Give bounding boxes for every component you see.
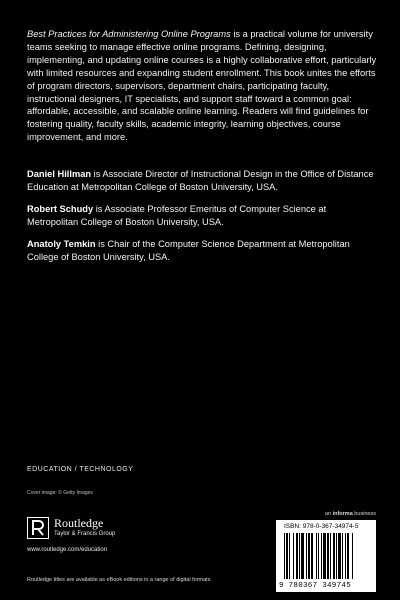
subject-category: EDUCATION / TECHNOLOGY (27, 466, 134, 473)
cover-credit: Cover image: © Getty Images (27, 490, 93, 496)
barcode (276, 520, 376, 592)
author-bio-text: is Associate Professor Emeritus of Computer Science at Metropolitan College of Boston University, USA. (27, 204, 327, 227)
publisher-website[interactable]: www.routledge.com/education (27, 547, 108, 553)
author-bio (27, 203, 377, 229)
barcode-digits: 9 780367 349745 (279, 582, 352, 590)
author-bio (27, 168, 377, 194)
publisher-group: Taylor & Francis Group (54, 531, 116, 537)
author-bio (27, 238, 377, 264)
author-bio-text: is Associate Director of Instructional Design in the Office of Distance Education at Metropolitan College of Boston University, USA. (27, 169, 374, 192)
author-name: Daniel Hillman (27, 169, 92, 179)
author-bio-text: is Chair of the Computer Science Department at Metropolitan College of Boston University, USA. (27, 239, 350, 262)
book-description (27, 28, 377, 144)
publisher-name: Routledge (54, 516, 104, 530)
book-title: Best Practices for Administering Online Programs (27, 29, 231, 39)
description-text: is a practical volume for university teams seeking to manage effective online programs. Defining, designing, implementing, and updating online courses is a highly collaborative effort, particularly with limited resources and expanding student enrollment. This book unites the efforts of program directors, supervisors, department chairs, participating faculty, instructional designers, IT specialists, and support staff toward a common goal: affordable, accessible, and scalable online learning. Readers will find guidelines for fostering quality, faculty skills, academic integrity, learning objectives, course improvement, and more. (27, 29, 377, 143)
author-name: Robert Schudy (27, 204, 94, 214)
isbn-text: ISBN: 978-0-367-34974-5 (284, 523, 359, 530)
informa-suffix: business (352, 511, 376, 517)
informa-prefix: an (324, 511, 333, 517)
author-name: Anatoly Temkin (27, 239, 96, 249)
informa-brand: informa (332, 511, 353, 517)
ebook-note: Routledge titles are available as eBook editions in a range of digital formats (27, 577, 211, 583)
routledge-logo-icon (27, 517, 49, 539)
informa-tagline (325, 511, 376, 517)
publisher-logo (54, 517, 115, 538)
barcode-bars (282, 533, 370, 579)
